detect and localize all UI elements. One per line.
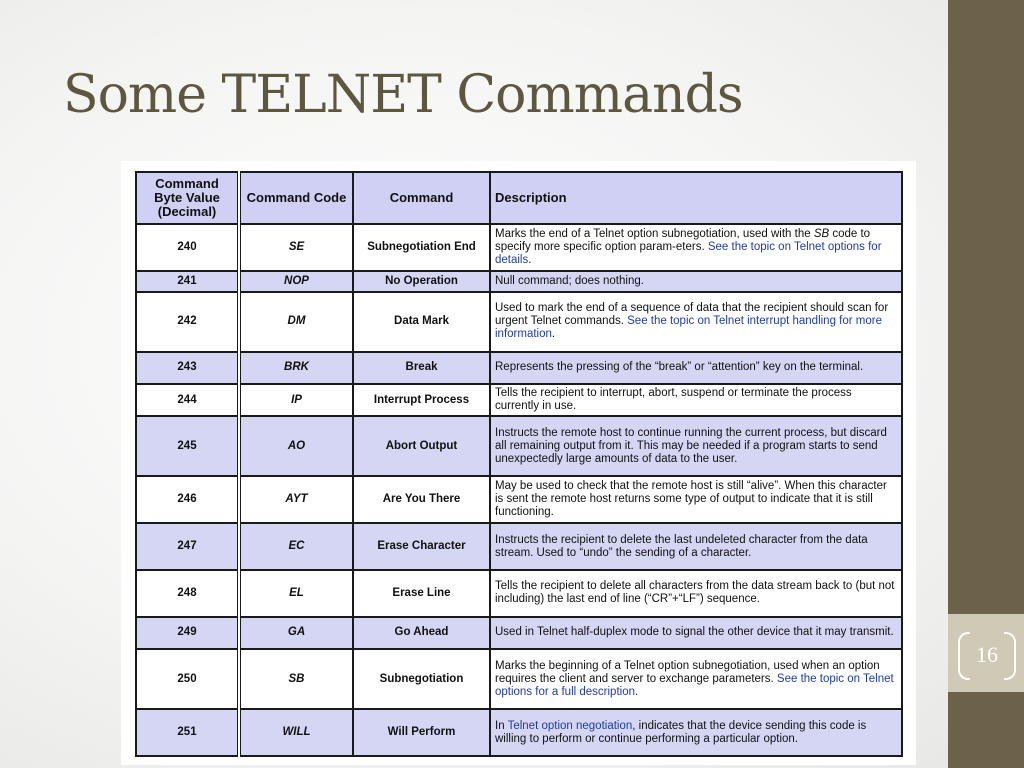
cell-byte-value: 241 [136, 271, 239, 292]
cell-description [490, 292, 902, 352]
table-body [136, 224, 902, 756]
description-text: Null command; does nothing. [495, 274, 644, 287]
description-text: SB [813, 227, 830, 240]
table-header-row [136, 172, 902, 224]
cell-description [490, 476, 902, 523]
table-row [136, 476, 902, 523]
table-row [136, 523, 902, 570]
cell-byte-value: 249 [136, 617, 239, 649]
description-text: Represents the pressing of the “break” or “attention” key on the terminal. [495, 361, 864, 374]
cell-command-code: EC [239, 523, 353, 570]
description-link[interactable]: See the topic on Telnet interrupt handling for more information [495, 315, 882, 341]
cell-byte-value: 244 [136, 384, 239, 416]
cell-command-code: AYT [239, 476, 353, 523]
cell-command-code: SE [239, 224, 353, 271]
cell-description [490, 271, 902, 292]
description-text: Marks the beginning of a Telnet option subnegotiation, used when an option requires the client and server to exchange parameters. [495, 659, 880, 685]
cell-command-name: No Operation [353, 271, 490, 292]
cell-byte-value: 243 [136, 352, 239, 384]
header-description: Description [490, 172, 902, 224]
left-bracket-icon [958, 632, 970, 680]
cell-command-code: NOP [239, 271, 353, 292]
description-text: Used to mark the end of a sequence of data that the recipient should scan for urgent Telnet commands. [495, 302, 889, 328]
cell-command-name: Interrupt Process [353, 384, 490, 416]
description-text: . [551, 328, 556, 341]
table-row [136, 649, 902, 709]
description-text: , indicates that the device sending this code is willing to perform or continue performing a particular option. [495, 719, 867, 745]
cell-byte-value: 242 [136, 292, 239, 352]
cell-description [490, 649, 902, 709]
table-image-frame [121, 161, 916, 765]
cell-description [490, 416, 902, 476]
cell-description [490, 384, 902, 416]
cell-command-code: BRK [239, 352, 353, 384]
description-link[interactable]: Telnet option negotiation [507, 719, 633, 732]
description-text: May be used to check that the remote host is still “alive”. When this character is sent the remote host returns some type of output to indicate that it is still functioning. [495, 480, 887, 519]
description-text: . [528, 253, 532, 266]
page-number [958, 632, 1016, 678]
cell-byte-value: 251 [136, 709, 239, 756]
cell-command-name: Go Ahead [353, 617, 490, 649]
cell-byte-value: 247 [136, 523, 239, 570]
cell-byte-value: 250 [136, 649, 239, 709]
cell-command-name: Are You There [353, 476, 490, 523]
description-link[interactable]: See the topic on Telnet options for details [495, 240, 882, 266]
cell-description [490, 224, 902, 271]
cell-command-name: Abort Output [353, 416, 490, 476]
cell-command-name: Subnegotiation [353, 649, 490, 709]
table-row [136, 271, 902, 292]
description-text: Instructs the remote host to continue running the current process, but discard all remaining output from it. This may be needed if a program starts to send unexpectedly large amounts of data to the user. [495, 426, 887, 465]
cell-description [490, 617, 902, 649]
table-row [136, 416, 902, 476]
cell-command-name: Subnegotiation End [353, 224, 490, 271]
telnet-commands-table [135, 171, 903, 757]
table-row [136, 570, 902, 617]
cell-command-name: Erase Line [353, 570, 490, 617]
header-command: Command [353, 172, 490, 224]
cell-command-code: WILL [239, 709, 353, 756]
header-command-code: Command Code [239, 172, 353, 224]
table-row [136, 292, 902, 352]
cell-command-code: SB [239, 649, 353, 709]
page-number-text: 16 [976, 642, 998, 667]
cell-command-code: GA [239, 617, 353, 649]
cell-byte-value: 245 [136, 416, 239, 476]
cell-description [490, 570, 902, 617]
table-row [136, 384, 902, 416]
cell-description [490, 709, 902, 756]
description-text: code to specify more specific option param-eters. [495, 227, 871, 253]
description-link[interactable]: See the topic on Telnet options for a full description [495, 672, 894, 698]
cell-command-code: IP [239, 384, 353, 416]
cell-command-name: Data Mark [353, 292, 490, 352]
cell-description [490, 523, 902, 570]
cell-command-name: Break [353, 352, 490, 384]
cell-command-name: Erase Character [353, 523, 490, 570]
table-row [136, 709, 902, 756]
table-row [136, 224, 902, 271]
description-text: Tells the recipient to interrupt, abort, suspend or terminate the process currently in use. [495, 387, 852, 413]
description-text: In [495, 719, 508, 732]
description-text: Marks the end of a Telnet option subnegotiation, used with the [495, 227, 814, 240]
cell-byte-value: 248 [136, 570, 239, 617]
header-byte-value: Command Byte Value (Decimal) [136, 172, 239, 224]
description-text: Tells the recipient to delete all characters from the data stream back to (but not including) the last end of line (“CR”+“LF”) sequence. [495, 580, 895, 606]
cell-byte-value: 240 [136, 224, 239, 271]
cell-command-code: EL [239, 570, 353, 617]
cell-command-name: Will Perform [353, 709, 490, 756]
right-bracket-icon [1004, 632, 1016, 680]
cell-command-code: AO [239, 416, 353, 476]
table-row [136, 352, 902, 384]
description-text: Instructs the recipient to delete the last undeleted character from the data stream. Used to “undo” the sending of a character. [495, 533, 868, 559]
cell-description [490, 352, 902, 384]
description-text: Used in Telnet half-duplex mode to signal the other device that it may transmit. [495, 626, 894, 639]
cell-command-code: DM [239, 292, 353, 352]
slide-title: Some TELNET Commands [63, 65, 743, 125]
cell-byte-value: 246 [136, 476, 239, 523]
table-row [136, 617, 902, 649]
description-text: . [635, 685, 639, 698]
